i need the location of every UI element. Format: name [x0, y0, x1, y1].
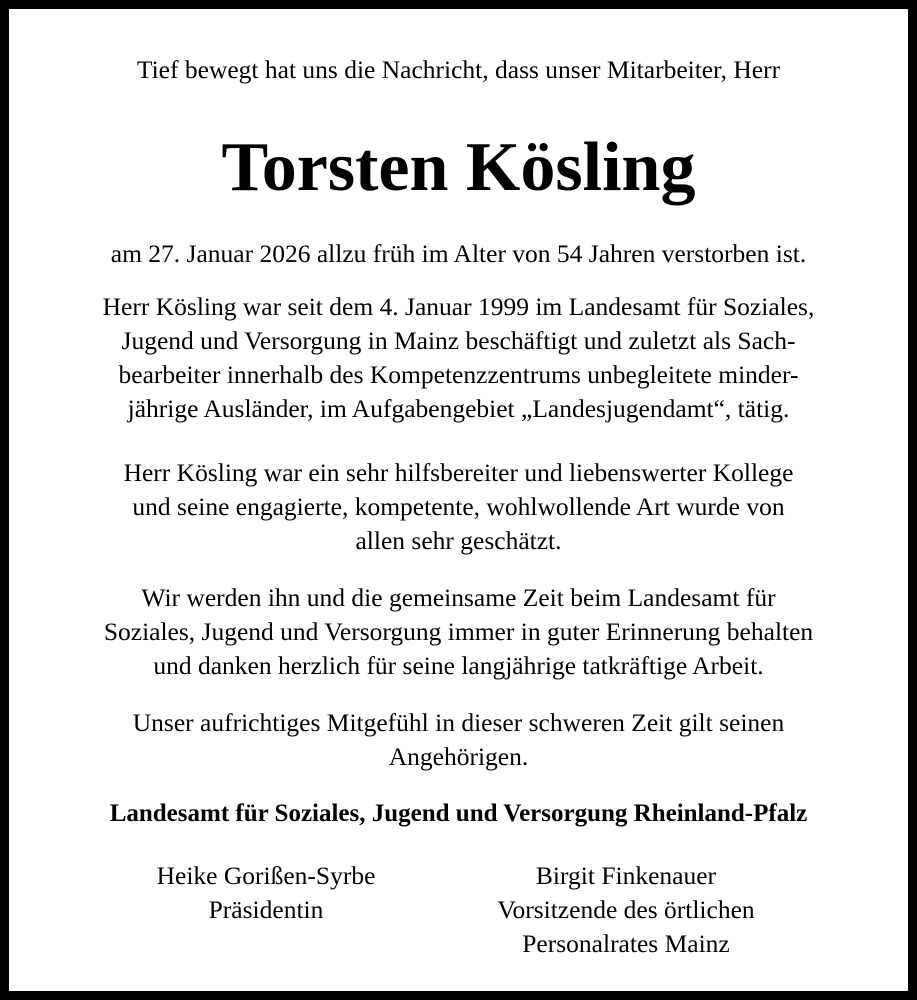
- intro-text: Tief bewegt hat uns die Nachricht, dass unser Mitarbeiter, Herr: [136, 55, 781, 84]
- text-line: Herr Kösling war seit dem 4. Januar 1999 im Landesamt für Soziales,: [102, 292, 815, 321]
- paragraph-employment: [29, 290, 888, 426]
- signatory-staff-council: [461, 859, 791, 961]
- text-line: am 27. Januar 2026 allzu früh im Alter von 54 Jahren verstorben ist.: [110, 239, 807, 268]
- text-line: und seine engagierte, kompetente, wohlwollende Art wurde von: [132, 492, 785, 521]
- text-line: jährige Ausländer, im Aufgabengebiet „Landesjugendamt“, tätig.: [127, 394, 790, 423]
- text-line: Herr Kösling war ein sehr hilfsbereiter und liebenswerter Kollege: [123, 458, 794, 487]
- text-line: Angehörigen.: [388, 742, 529, 771]
- signatory-role: Präsidentin: [208, 895, 324, 924]
- text-line: Wir werden ihn und die gemeinsame Zeit beim Landesamt für: [141, 583, 776, 612]
- text-line: Jugend und Versorgung in Mainz beschäftigt und zuletzt als Sach-: [121, 326, 796, 355]
- signatory-role: Vorsitzende des örtlichen: [497, 895, 755, 924]
- paragraph-remembrance: [29, 581, 888, 683]
- signatory-name: Heike Gorißen-Syrbe: [156, 861, 376, 890]
- signatory-name: Birgit Finkenauer: [535, 861, 717, 890]
- text-line: allen sehr geschätzt.: [355, 526, 562, 555]
- text-line: und danken herzlich für seine langjährige tatkräftige Arbeit.: [153, 651, 764, 680]
- deceased-name: Torsten Kösling: [221, 129, 696, 206]
- text-line: bearbeiter innerhalb des Kompetenzzentrums unbegleitete minder-: [118, 360, 799, 389]
- text-line: Unser aufrichtiges Mitgefühl in dieser schweren Zeit gilt seinen: [132, 708, 785, 737]
- paragraph-death-date: [29, 237, 888, 271]
- paragraph-character: [29, 456, 888, 558]
- signatory-role: Personalrates Mainz: [522, 929, 730, 958]
- organization-name: Landesamt für Soziales, Jugend und Versorgung Rheinland-Pfalz: [109, 800, 808, 827]
- paragraph-condolences: [29, 706, 888, 774]
- signatory-president: [121, 859, 411, 927]
- text-line: Soziales, Jugend und Versorgung immer in guter Erinnerung behalten: [103, 617, 814, 646]
